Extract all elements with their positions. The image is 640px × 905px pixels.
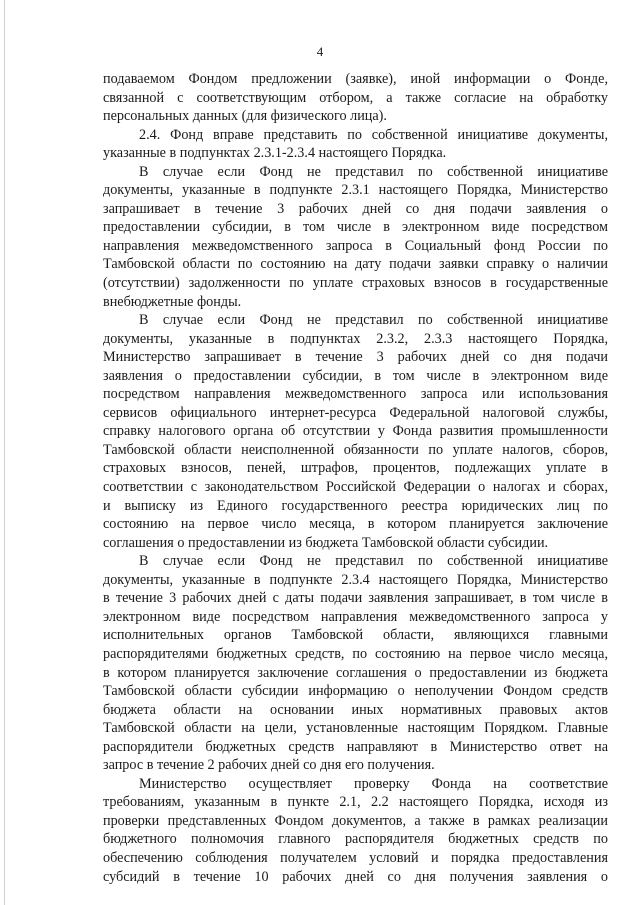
text-line: В случае если Фонд не представил по собственной инициативе bbox=[139, 163, 608, 180]
text-line: состоянию на первое число месяца, в котором планируется заключение bbox=[103, 516, 608, 533]
document-body bbox=[103, 70, 608, 886]
text-line: (отсутствии) задолженности по уплате страховых взносов в государственные bbox=[103, 275, 608, 292]
text-line: запрос в течение 2 рабочих дней со дня его получения. bbox=[103, 757, 435, 774]
text-line: Тамбовской области неисполненной обязанности по уплате налогов, сборов, bbox=[103, 441, 608, 458]
text-line: бюджетного полномочия главного распорядителя бюджетных средств по bbox=[103, 831, 608, 848]
text-line: документы, указанные в подпункте 2.3.1 настоящего Порядка, Министерство bbox=[103, 182, 608, 199]
text-line: проверки представленных Фондом документов, а также в рамках реализации bbox=[103, 812, 608, 829]
text-line: распорядителями бюджетных средств, по состоянию на первое число месяца, bbox=[103, 645, 608, 662]
text-line: указанные в подпунктах 2.3.1-2.3.4 настоящего Порядка. bbox=[103, 145, 447, 162]
text-line: документы, указанные в подпунктах 2.3.2, 2.3.3 настоящего Порядка, bbox=[103, 330, 608, 347]
text-line: связанной с соответствующим отбором, а также согласие на обработку bbox=[103, 89, 608, 106]
text-line: подаваемом Фондом предложении (заявке), иной информации о Фонде, bbox=[103, 71, 608, 87]
text-line: электронном виде посредством направления межведомственного запроса у bbox=[103, 608, 608, 625]
text-line: требованиям, указанным в пункте 2.1, 2.2 настоящего Порядка, исходя из bbox=[103, 794, 608, 811]
text-line: субсидий в течение 10 рабочих дней со дня получения заявления о bbox=[103, 868, 608, 885]
paragraph bbox=[103, 775, 608, 886]
text-line: в котором планируется заключение соглашения о предоставлении из бюджета bbox=[103, 664, 608, 681]
paragraph bbox=[103, 552, 608, 775]
text-line: внебюджетные фонды. bbox=[103, 293, 242, 310]
text-line: документы, указанные в подпункте 2.3.4 настоящего Порядка, Министерство bbox=[103, 571, 608, 588]
paragraph bbox=[103, 70, 608, 126]
text-line: В случае если Фонд не представил по собственной инициативе bbox=[139, 312, 608, 329]
text-line: справку налогового органа об отсутствии у Фонда развития промышленности bbox=[103, 423, 608, 440]
text-line: в течение 3 рабочих дней с даты подачи заявления запрашивает, в том числе в bbox=[103, 590, 608, 607]
text-line: и выписку из Единого государственного реестра юридических лиц по bbox=[103, 497, 608, 514]
paragraph bbox=[103, 163, 608, 311]
text-line: бюджета области на основании иных нормативных правовых актов bbox=[103, 701, 608, 718]
text-line: Тамбовской области субсидии информацию о неполучении Фондом средств bbox=[103, 683, 608, 700]
text-line: посредством направления межведомственного запроса или использования bbox=[103, 386, 608, 403]
text-line: соглашения о предоставлении из бюджета Тамбовской области субсидии. bbox=[103, 534, 549, 551]
text-line: Министерство запрашивает в течение 3 рабочих дней со дня подачи bbox=[103, 349, 608, 366]
text-line: персональных данных (для физического лица). bbox=[103, 108, 387, 125]
text-line: Тамбовской области по состоянию на дату подачи заявки справку о наличии bbox=[103, 256, 608, 273]
page-number: 4 bbox=[316, 44, 324, 59]
text-line: обеспечению соблюдения получателем условий и порядка предоставления bbox=[103, 849, 608, 866]
text-line: Министерство осуществляет проверку Фонда на соответствие bbox=[139, 775, 608, 792]
text-line: запрашивает в течение 3 рабочих дней со дня подачи заявления о bbox=[103, 200, 608, 217]
text-line: сервисов официального интернет-ресурса Федеральной налоговой службы, bbox=[103, 404, 608, 421]
paragraph bbox=[103, 311, 608, 552]
text-line: Тамбовской области на цели, установленные настоящим Порядком. Главные bbox=[103, 720, 608, 737]
text-line: заявления о предоставлении субсидии, в том числе в электронном виде bbox=[103, 367, 608, 384]
text-line: 2.4. Фонд вправе представить по собственной инициативе документы, bbox=[139, 126, 608, 143]
text-line: предоставлении субсидии, в том числе в электронном виде посредством bbox=[103, 219, 608, 236]
text-line: распорядители бюджетных средств направляют в Министерство ответ на bbox=[103, 738, 608, 755]
text-line: направления межведомственного запроса в Социальный фонд России по bbox=[103, 237, 608, 254]
text-line: соответствии с законодательством Российской Федерации о налогах и сборах, bbox=[103, 479, 608, 496]
scan-edge-line bbox=[4, 0, 5, 905]
paragraph bbox=[103, 126, 608, 163]
text-line: В случае если Фонд не представил по собственной инициативе bbox=[139, 553, 608, 570]
text-line: исполнительных органов Тамбовской области, являющихся главными bbox=[103, 627, 608, 644]
text-line: страховых взносов, пеней, штрафов, процентов, подлежащих уплате в bbox=[103, 460, 608, 477]
